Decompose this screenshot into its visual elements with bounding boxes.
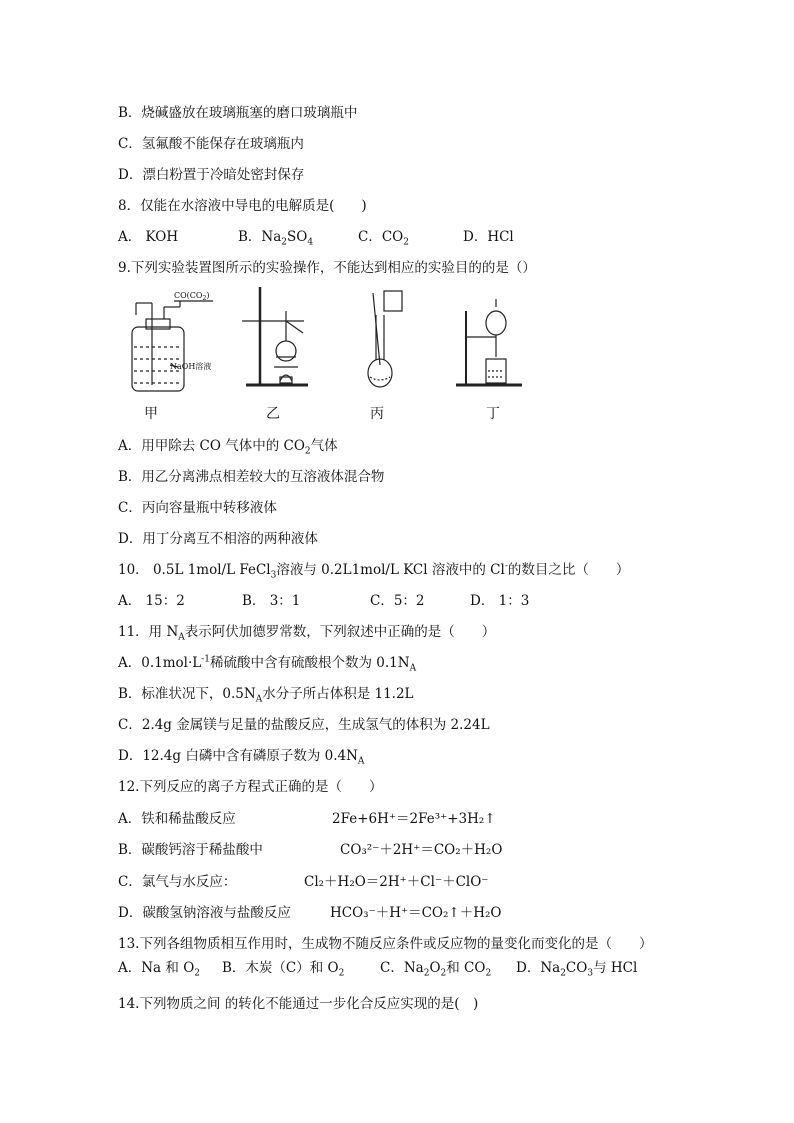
naoh-label: NaOH溶液 xyxy=(170,362,212,371)
q7-option-c: C．氢氟酸不能保存在玻璃瓶内 xyxy=(118,136,304,152)
q12-equation-a: 2Fe+6H⁺＝2Fe³⁺+3H₂↑ xyxy=(332,811,496,827)
q8-option-a: A． KOH xyxy=(118,229,179,245)
q8-option-b: B．$Na_2SO_4$ xyxy=(238,229,314,248)
question-8: 8．仅能在水溶液中导电的电解质是( ) xyxy=(118,198,367,214)
q10-option-a: A． 15：2 xyxy=(118,593,185,609)
question-12: 12.下列反应的离子方程式正确的是（ ） xyxy=(118,779,383,795)
q11-option-d: D．12.4g 白磷中含有磷原子数为 $0.4N_A$ xyxy=(118,748,365,767)
q13-option-d: D．$Na_2CO_3$与 HCl xyxy=(516,960,638,979)
q10-option-d: D． 1：3 xyxy=(470,593,530,609)
figure-label-yi: 乙 xyxy=(266,406,280,422)
distillation-apparatus xyxy=(242,287,308,385)
q12-equation-d: HCO₃⁻＋H⁺＝CO₂↑＋H₂O xyxy=(330,905,502,921)
q8-option-d: D．HCl xyxy=(463,229,514,245)
q9-option-d: D．用丁分离互不相溶的两种液体 xyxy=(118,531,318,547)
q12-equation-b: CO₃²⁻＋2H⁺＝CO₂＋H₂O xyxy=(340,842,503,858)
q12-option-a: A．铁和稀盐酸反应 xyxy=(118,811,236,827)
q12-option-d: D．碳酸氢钠溶液与盐酸反应 xyxy=(118,905,291,921)
q7-option-d: D．漂白粉置于冷暗处密封保存 xyxy=(118,167,305,183)
figure-label-bing: 丙 xyxy=(370,406,384,422)
volumetric-flask xyxy=(368,291,402,387)
q12-option-c: C．氯气与水反应： xyxy=(118,874,237,890)
gas-label: $CO(CO_2)$ xyxy=(174,291,210,302)
q11-option-c: C．2.4g 金属镁与足量的盐酸反应，生成氢气的体积为 2.24L xyxy=(118,717,490,733)
q9-option-c: C．丙向容量瓶中转移液体 xyxy=(118,500,277,516)
q11-option-b: B．标准状况下，$0.5N_A$水分子所占体积是 11.2L xyxy=(118,686,414,705)
q12-option-b: B．碳酸钙溶于稀盐酸中 xyxy=(118,842,263,858)
figure-label-ding: 丁 xyxy=(486,406,500,422)
q13-option-b: B．木炭（C）和 $O_2$ xyxy=(222,960,345,979)
question-10: 10． 0.5L 1mol/L FeCl$_3$溶液与 0.2L1mol/L KCl 溶液中的 Cl-的数目之比（ ） xyxy=(118,561,630,581)
q7-option-b: B．烧碱盛放在玻璃瓶塞的磨口玻璃瓶中 xyxy=(118,105,358,121)
q10-option-c: C．5：2 xyxy=(370,593,425,609)
q10-option-b: B． 3：1 xyxy=(242,593,301,609)
figure-label-jia: 甲 xyxy=(144,406,158,422)
q11-option-a: A．$0.1mol\cdot L^{-1}$稀硫酸中含有硫酸根个数为 $0.1N_A$ xyxy=(118,654,417,674)
q13-option-a: A．Na 和 $O_2$ xyxy=(118,960,200,979)
question-11: 11．用 $N_A$表示阿伏加德罗常数，下列叙述中正确的是（ ） xyxy=(118,624,496,643)
q9-option-a: A．用甲除去 CO 气体中的 $CO_2$气体 xyxy=(118,438,338,457)
question-13: 13.下列各组物质相互作用时，生成物不随反应条件或反应物的量变化而变化的是（ ） xyxy=(118,936,653,952)
apparatus-drawing xyxy=(118,285,538,425)
question-14: 14.下列物质之间 的转化不能通过一步化合反应实现的是( ) xyxy=(118,996,479,1012)
gas-washing-bottle xyxy=(132,301,213,391)
q13-option-c: C．$Na_2O_2$和 $CO_2$ xyxy=(380,960,492,979)
q9-option-b: B．用乙分离沸点相差较大的互溶液体混合物 xyxy=(118,469,385,485)
separatory-funnel xyxy=(456,299,522,385)
apparatus-figure xyxy=(118,285,538,425)
question-9: 9.下列实验装置图所示的实验操作，不能达到相应的实验目的的是（） xyxy=(118,260,536,276)
q12-equation-c: Cl₂＋H₂O＝2H⁺＋Cl⁻＋ClO⁻ xyxy=(304,874,489,890)
q8-option-c: C．$CO_2$ xyxy=(358,229,409,248)
